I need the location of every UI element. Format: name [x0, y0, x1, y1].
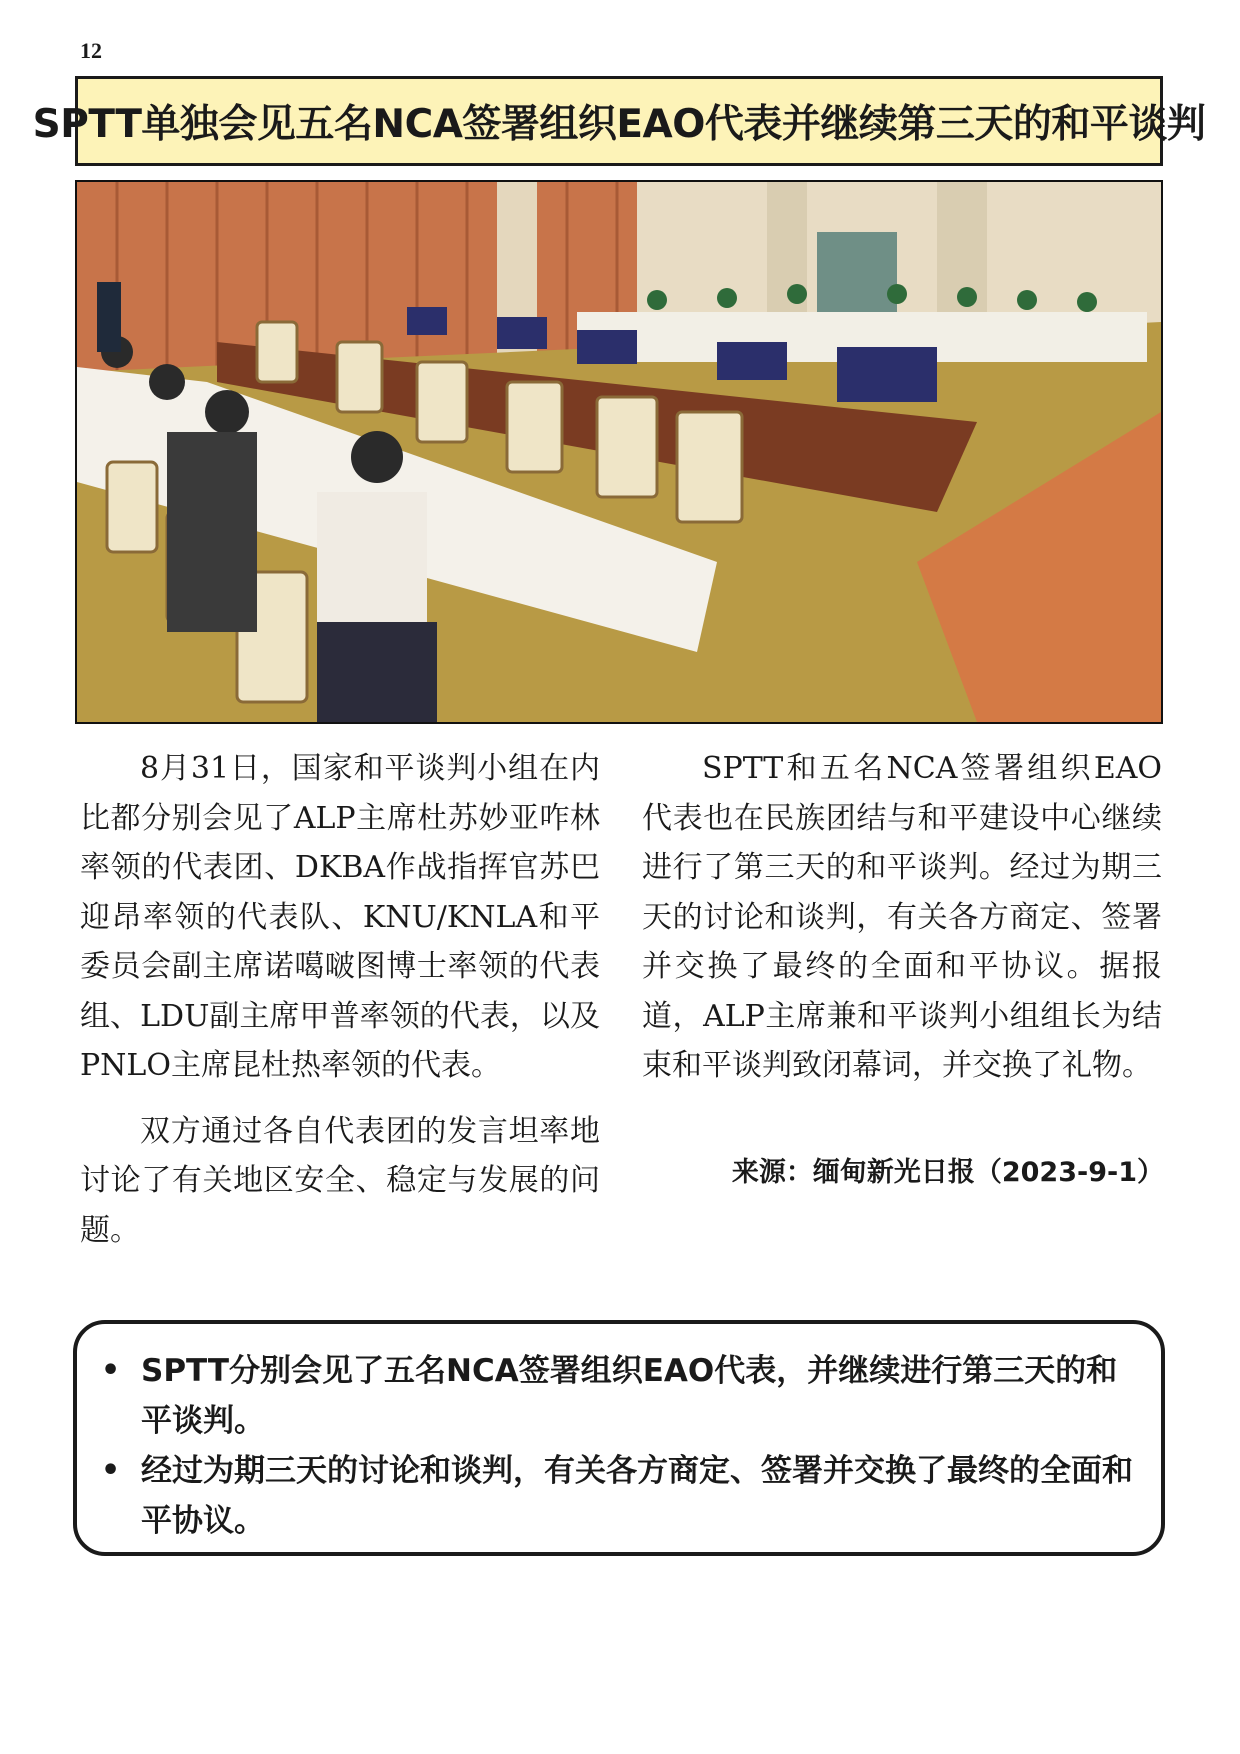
headline: SPTT单独会见五名NCA签署组织EAO代表并继续第三天的和平谈判: [32, 102, 1206, 147]
meeting-photo-illustration: [77, 182, 1161, 722]
headline-box: [32, 76, 1206, 166]
article-paragraph: SPTT和五名NCA签署组织EAO代表也在民族团结与和平建设中心继续进行了第三天的和平谈判。经过为期三天的讨论和谈判，有关各方商定、签署并交换了最终的全面和平协议。据报道，ALP主席兼和平谈判小组组长为结束和平谈判致闭幕词，并交换了礼物。: [642, 751, 1162, 1083]
article-paragraph: 双方通过各自代表团的发言坦率地讨论了有关地区安全、稳定与发展的问题。: [80, 1113, 600, 1248]
summary-item: [101, 1446, 1135, 1546]
bullet-icon: •: [101, 1453, 121, 1488]
article-paragraph: 8月31日，国家和平谈判小组在内比都分别会见了ALP主席杜苏妙亚咋林率领的代表团、DKBA作战指挥官苏巴迎昂率领的代表队、KNU/KNLA和平委员会副主席诺噶啵图博士率领的代表组、LDU副主席甲普率领的代表，以及PNLO主席昆杜热率领的代表。: [80, 751, 600, 1083]
article-right-column: [642, 744, 1162, 1091]
summary-item-text: SPTT分别会见了五名NCA签署组织EAO代表，并继续进行第三天的和平谈判。: [141, 1353, 1118, 1439]
page-number: 12: [80, 38, 102, 63]
summary-box: [73, 1320, 1165, 1556]
meeting-photo: [75, 180, 1163, 724]
source-citation: 来源：缅甸新光日报（2023-9-1）: [731, 1157, 1164, 1188]
summary-list: [101, 1346, 1135, 1546]
bullet-icon: •: [101, 1353, 121, 1388]
summary-item: [101, 1346, 1135, 1446]
summary-item-text: 经过为期三天的讨论和谈判，有关各方商定、签署并交换了最终的全面和平协议。: [141, 1453, 1133, 1539]
article-left-column: [80, 744, 600, 1255]
